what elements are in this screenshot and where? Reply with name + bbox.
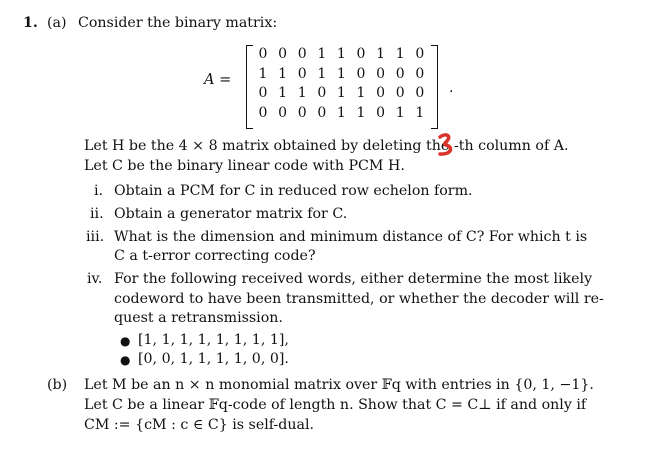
matrix-cell: 1 xyxy=(336,85,346,101)
line-let-h-before: Let H be the 4 × 8 matrix obtained by deleting the xyxy=(84,138,450,154)
bullet-dot-2: ● xyxy=(120,353,131,367)
item-iv-text-1: For the following received words, either determine the most likely xyxy=(114,271,593,287)
matrix-row xyxy=(254,66,434,85)
problem-number: 1. xyxy=(23,15,38,31)
matrix-cell: 1 xyxy=(317,46,327,62)
received-word-2: [0, 0, 1, 1, 1, 1, 0, 0]. xyxy=(138,351,289,367)
matrix-cell: 1 xyxy=(336,104,346,121)
matrix-cell: 0 xyxy=(376,104,386,121)
matrix-cell: 0 xyxy=(415,85,425,101)
part-b-line-2: Let C be a linear 𝔽q-code of length n. Show that C = C⊥ if and only if xyxy=(84,397,587,413)
item-i-text: Obtain a PCM for C in reduced row echelon form. xyxy=(114,183,473,199)
line-let-c: Let C be the binary linear code with PCM H. xyxy=(84,158,405,174)
matrix-period: . xyxy=(449,80,454,96)
matrix-cell: 0 xyxy=(376,85,386,101)
part-b-line-3: CM := {cM : c ∈ C} is self-dual. xyxy=(84,417,315,433)
matrix-cell: 1 xyxy=(317,65,327,82)
matrix-cell: 0 xyxy=(317,85,327,101)
matrix-cell: 0 xyxy=(415,65,425,82)
matrix-cell: 0 xyxy=(278,46,288,62)
item-i-label: i. xyxy=(94,183,104,199)
matrix-cell: 0 xyxy=(376,65,386,82)
part-b-label: (b) xyxy=(47,377,68,393)
matrix-cell: 1 xyxy=(376,46,386,62)
matrix-cell: 1 xyxy=(278,65,288,82)
part-a-intro: Consider the binary matrix: xyxy=(78,15,278,31)
matrix-label: A = xyxy=(204,72,232,88)
matrix-row xyxy=(254,105,434,124)
matrix-cell: 1 xyxy=(395,104,405,121)
matrix-cell: 1 xyxy=(356,85,366,101)
matrix-cell: 0 xyxy=(395,85,405,101)
matrix-cell: 0 xyxy=(258,85,268,101)
matrix-row xyxy=(254,46,434,65)
matrix-cell: 0 xyxy=(258,46,268,62)
item-iii-label: iii. xyxy=(86,229,105,245)
item-iii-text-1: What is the dimension and minimum distance of C? For which t is xyxy=(114,229,588,245)
matrix-row xyxy=(254,85,434,104)
matrix-cell: 0 xyxy=(297,46,307,62)
matrix-cell: 0 xyxy=(395,65,405,82)
matrix-cell: 0 xyxy=(356,46,366,62)
matrix-cell: 0 xyxy=(278,104,288,121)
matrix-cell: 0 xyxy=(258,104,268,121)
line-let-h-after: -th column of A. xyxy=(454,138,569,154)
part-a-label: (a) xyxy=(47,15,67,31)
handwritten-digit-three xyxy=(437,133,455,157)
item-ii-label: ii. xyxy=(90,206,104,222)
bullet-dot-1: ● xyxy=(120,334,131,348)
matrix-cell: 0 xyxy=(317,104,327,121)
matrix-cell: 0 xyxy=(297,104,307,121)
matrix-cell: 1 xyxy=(395,46,405,62)
matrix-cell: 1 xyxy=(415,104,425,121)
matrix-cell: 1 xyxy=(297,85,307,101)
part-b-line-1: Let M be an n × n monomial matrix over 𝔽q with entries in {0, 1, −1}. xyxy=(84,377,594,393)
matrix-cell: 0 xyxy=(297,65,307,82)
item-iv-label: iv. xyxy=(87,271,103,287)
matrix-cell: 0 xyxy=(356,65,366,82)
item-iv-text-3: quest a retransmission. xyxy=(114,310,283,326)
matrix-cell: 1 xyxy=(336,65,346,82)
item-iii-text-2: C a t-error correcting code? xyxy=(114,248,316,264)
matrix-cell: 0 xyxy=(415,46,425,62)
item-iv-text-2: codeword to have been transmitted, or whether the decoder will re- xyxy=(114,291,604,307)
item-ii-text: Obtain a generator matrix for C. xyxy=(114,206,348,222)
received-word-1: [1, 1, 1, 1, 1, 1, 1, 1], xyxy=(138,332,289,348)
matrix-cell: 1 xyxy=(278,85,288,101)
matrix-cell: 1 xyxy=(336,46,346,62)
matrix-cell: 1 xyxy=(356,104,366,121)
matrix-cell: 1 xyxy=(258,65,268,82)
matrix-left-bracket xyxy=(246,45,253,129)
